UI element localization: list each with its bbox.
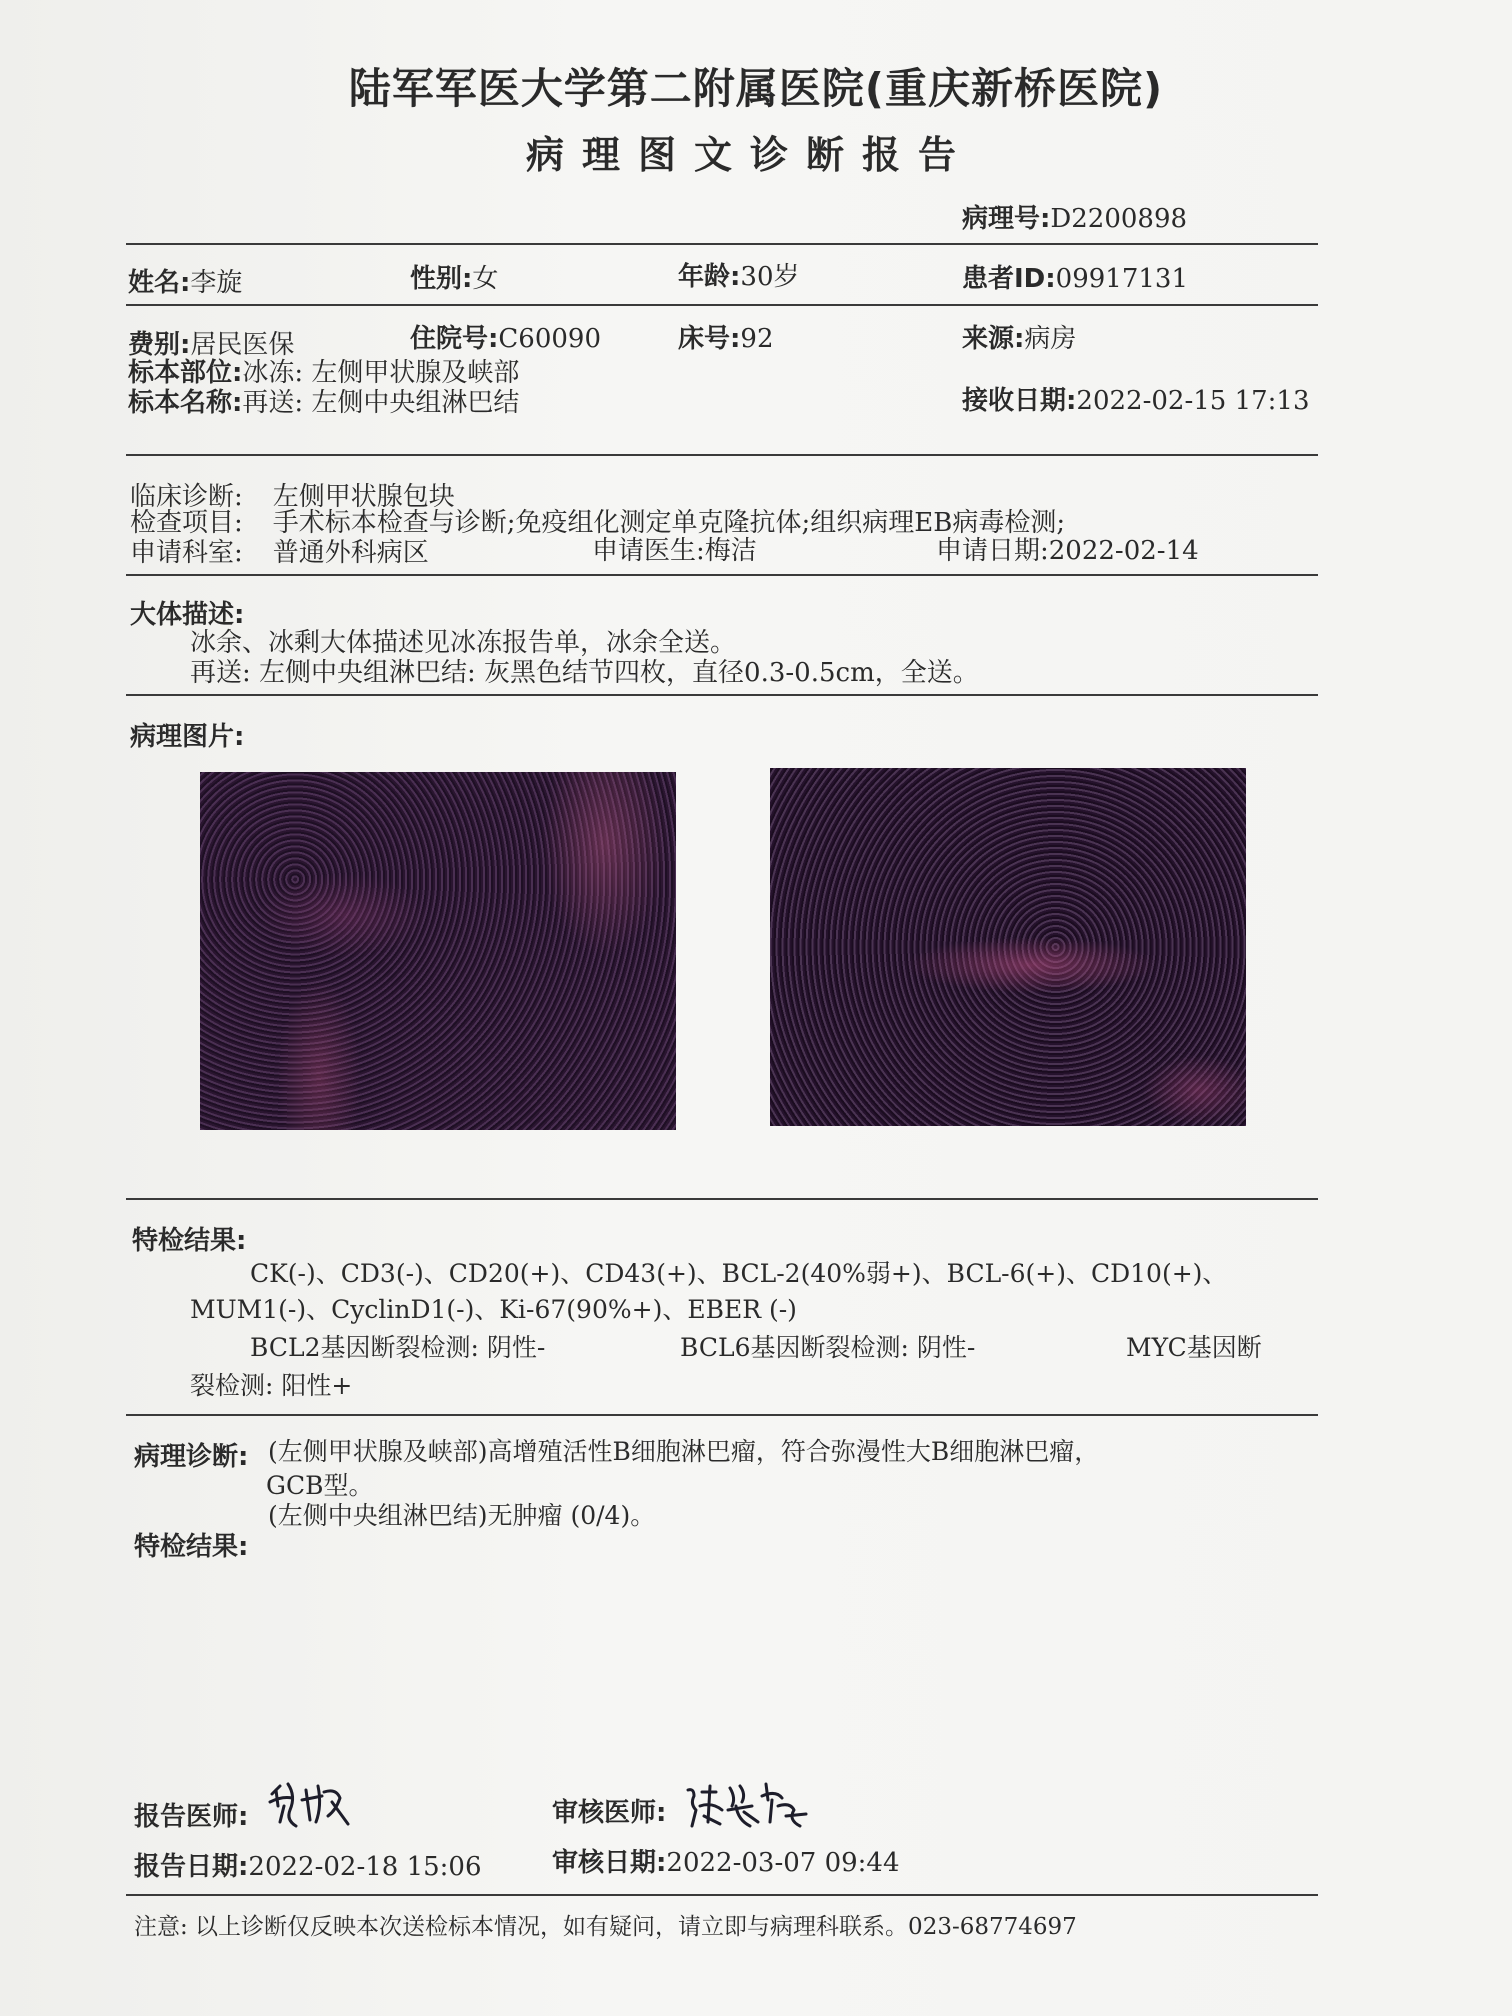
bed-number — [678, 318, 774, 355]
divider — [126, 1414, 1318, 1416]
patient-gender-label: 性别: — [410, 264, 473, 294]
divider — [126, 304, 1318, 306]
pathology-image-2 — [770, 768, 1246, 1126]
received-date-value: 2022-02-15 17:13 — [1076, 386, 1310, 416]
special-results-line1: CK(-)、CD3(-)、CD20(+)、CD43(+)、BCL-2(40%弱+)、BCL-6(+)、CD10(+)、 — [250, 1259, 1228, 1288]
request-date-label: 申请日期: — [936, 536, 1049, 566]
source-label: 来源: — [962, 324, 1025, 354]
request-date — [936, 530, 1199, 567]
specimen-name-value: 再送: 左侧中央组淋巴结 — [242, 388, 520, 418]
clinical-diagnosis-label: 临床诊断: — [130, 482, 243, 512]
gross-description-line1: 冰余、冰剩大体描述见冰冻报告单，冰余全送。 — [190, 628, 737, 658]
pathology-diagnosis-line2: GCB型。 — [266, 1471, 374, 1500]
special-results-label-2: 特检结果: — [134, 1532, 249, 1562]
request-doctor-value: 梅洁 — [704, 536, 757, 566]
request-date-value: 2022-02-14 — [1048, 536, 1199, 566]
source — [962, 318, 1076, 355]
myc-rearrangement-part1: MYC基因断 — [1126, 1333, 1262, 1362]
request-department-value: 普通外科病区 — [272, 538, 429, 568]
patient-age — [678, 256, 800, 293]
divider — [126, 694, 1318, 696]
review-date — [552, 1842, 900, 1879]
bed-number-label: 床号: — [678, 324, 741, 354]
patient-name — [128, 262, 242, 299]
request-department-label: 申请科室: — [130, 538, 243, 568]
admission-number — [410, 318, 601, 355]
pathology-number — [962, 198, 1187, 235]
fee-type-value: 居民医保 — [190, 330, 295, 360]
bed-number-value: 92 — [740, 324, 774, 354]
clinical-diagnosis-value: 左侧甲状腺包块 — [272, 482, 455, 512]
review-date-label: 审核日期: — [552, 1848, 667, 1878]
footer-notice: 注意: 以上诊断仅反映本次送检标本情况，如有疑问，请立即与病理科联系。023-68774697 — [134, 1914, 1077, 1940]
report-doctor-label: 报告医师: — [134, 1802, 249, 1832]
source-value: 病房 — [1024, 324, 1077, 354]
bcl2-rearrangement: BCL2基因断裂检测: 阴性- — [250, 1333, 546, 1362]
admission-number-value: C60090 — [498, 324, 602, 354]
report-date-label: 报告日期: — [134, 1852, 249, 1882]
exam-items-label: 检查项目: — [130, 508, 243, 538]
patient-age-value: 30岁 — [740, 262, 800, 292]
pathology-image-1 — [200, 772, 676, 1130]
divider — [126, 1198, 1318, 1200]
bcl6-rearrangement: BCL6基因断裂检测: 阴性- — [680, 1333, 976, 1362]
pathology-diagnosis-line1: (左侧甲状腺及峡部)高增殖活性B细胞淋巴瘤，符合弥漫性大B细胞淋巴瘤， — [268, 1437, 1100, 1466]
specimen-site-label: 标本部位: — [128, 358, 243, 388]
report-doctor-signature — [266, 1776, 356, 1836]
fee-type-label: 费别: — [128, 330, 191, 360]
pathology-images-label: 病理图片: — [130, 722, 245, 752]
gross-description-line2: 再送: 左侧中央组淋巴结: 灰黑色结节四枚，直径0.3-0.5cm，全送。 — [190, 658, 979, 688]
pathology-number-value: D2200898 — [1050, 204, 1188, 234]
exam-items-value: 手术标本检查与诊断;免疫组化测定单克隆抗体;组织病理EB病毒检测; — [272, 508, 1066, 538]
myc-rearrangement-part2: 裂检测: 阳性+ — [190, 1371, 353, 1400]
report-date-value: 2022-02-18 15:06 — [248, 1852, 482, 1882]
hospital-name: 陆军军医大学第二附属医院(重庆新桥医院) — [348, 64, 1164, 113]
divider — [126, 454, 1318, 456]
admission-number-label: 住院号: — [410, 324, 499, 354]
divider — [126, 574, 1318, 576]
request-doctor — [592, 530, 757, 567]
patient-id — [962, 258, 1188, 295]
divider — [126, 243, 1318, 245]
patient-id-label: 患者ID: — [962, 264, 1056, 294]
request-department — [130, 532, 429, 569]
pathology-number-label: 病理号: — [962, 204, 1051, 234]
patient-age-label: 年龄: — [678, 262, 741, 292]
patient-id-value: 09917131 — [1055, 264, 1188, 294]
review-doctor-label: 审核医师: — [552, 1798, 667, 1828]
gross-description-label: 大体描述: — [130, 600, 245, 630]
pathology-diagnosis-label: 病理诊断: — [134, 1442, 249, 1472]
specimen-name-label: 标本名称: — [128, 388, 243, 418]
patient-name-label: 姓名: — [128, 268, 191, 298]
review-date-value: 2022-03-07 09:44 — [666, 1848, 900, 1878]
divider — [126, 1894, 1318, 1896]
special-results-label: 特检结果: — [132, 1226, 247, 1256]
report-title: 病理图文诊断报告 — [525, 133, 974, 177]
patient-gender — [410, 258, 498, 295]
patient-gender-value: 女 — [472, 264, 499, 294]
report-date — [134, 1846, 482, 1883]
special-results-line2: MUM1(-)、CyclinD1(-)、Ki-67(90%+)、EBER (-) — [190, 1295, 797, 1324]
review-doctor-signature — [682, 1776, 812, 1836]
received-date — [962, 380, 1310, 417]
patient-name-value: 李旋 — [190, 268, 243, 298]
specimen-name — [128, 382, 519, 419]
received-date-label: 接收日期: — [962, 386, 1077, 416]
specimen-site-value: 冰冻: 左侧甲状腺及峡部 — [242, 358, 520, 388]
pathology-diagnosis-line3: (左侧中央组淋巴结)无肿瘤 (0/4)。 — [268, 1501, 656, 1530]
request-doctor-label: 申请医生: — [592, 536, 705, 566]
